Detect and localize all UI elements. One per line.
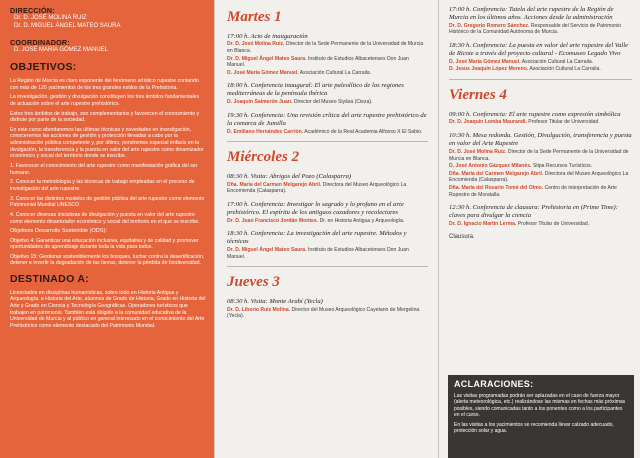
coordinador-name: D. JOSÉ MARÍA GÓMEZ MANUEL	[14, 46, 109, 53]
speaker-name: D. José María Gómez Manuel.	[449, 58, 521, 65]
aclaraciones-heading: ACLARACIONES:	[454, 379, 534, 389]
speaker-name: Dr. D. Joaquín Lomba Maurandi.	[449, 119, 527, 126]
closing-note: Clausura.	[449, 233, 475, 240]
destinado-text: Licenciados en disciplinas humanísticas, sobre todo en Historia Antigua y Arqueología, e Historia del Arte, alumnos de Grado de Historia, Grado en Historia del Arte y Grado en Ciencia y Tecnología Geográficas. Operadores turísticos que trabajen en patrimonio. También está dirigido a la comunidad educativa de la Universidad de Murcia y al público en general interesado en el conocimiento del Arte Prehistórico como elemento destacado del Patrimonio Mundial.	[10, 289, 206, 329]
speaker-affiliation: Directora del Museo Arqueológico La Encomienda (Calasparra).	[449, 170, 629, 184]
day-section	[449, 86, 632, 241]
speaker	[227, 56, 428, 69]
speaker	[449, 163, 632, 170]
event-title: 18:30 h. Conferencia: La puesta en valor del arte rupestre del Valle de Ricote a través del proyecto cultural - Ecomuseo Legado Vivo	[449, 42, 628, 57]
event-title: 10:30 h. Mesa redonda. Gestión, Divulgación, transferencia y puesta en valor del Arte Rupestre	[449, 132, 632, 147]
speaker-name: D. Emiliano Hernández Carrión.	[227, 128, 304, 135]
speaker	[227, 41, 428, 54]
speaker-name: Dña. María del Carmen Melgarejo Abril.	[449, 170, 544, 177]
direccion-heading: DIRECCIÓN:	[10, 6, 55, 15]
speaker	[227, 70, 428, 77]
speaker-name: Dr. D. Juan Francisco Jordán Montes.	[227, 217, 319, 224]
program-event	[227, 230, 428, 260]
program-event	[227, 201, 428, 224]
speaker-affiliation: Instituto de Estudios Albacetenses Don Juan Manuel.	[227, 55, 409, 69]
day-heading: Jueves 3	[227, 274, 280, 291]
program-event	[449, 204, 632, 227]
objetivos-paragraph: 2. Conocer la metodología y las técnicas de trabajo empleadas en el proceso de investigación del arte rupestre.	[10, 179, 195, 193]
objetivos-paragraph: La Región de Murcia es claro exponente del fenómeno artístico rupestre contando con más de 125 yacimientos de los tres grandes estilos de la Prehistoria.	[10, 77, 199, 91]
speaker-name: D. José Antonio Gázquez Milanés.	[449, 163, 532, 170]
objetivos-paragraph: Estos tres ámbitos de trabajo, son complementarios y favorecen el conocimiento y disfrute por parte de la sociedad.	[10, 110, 200, 124]
speaker-affiliation: Director de la Sede Permanente de la Universidad de Murcia en Blanca.	[449, 148, 629, 162]
speaker	[449, 23, 632, 36]
event-title: 18:00 h. Conferencia inaugural: El arte paleolítico de las regiones mediterráneas de la península ibérica	[227, 82, 404, 98]
speaker-name: Dr. D. Miguel Ángel Mateo Saura.	[227, 55, 307, 62]
speaker-affiliation: Centro de interpretación de Arte Rupestre de Moratalla.	[449, 184, 617, 198]
event-title: 09:00 h. Conferencia: El arte rupestre como expresión simbólica	[449, 110, 621, 118]
program-event	[449, 42, 632, 73]
event-title: 17:00 h. Acto de inauguración	[227, 32, 308, 40]
speaker-affiliation: Académico de la Real Academia Alfonso X El Sabio.	[304, 128, 423, 135]
speaker-name: Dr. D. José Molina Ruiz.	[227, 41, 285, 48]
speaker-affiliation: Profesor Titular de Universidad.	[528, 119, 600, 126]
objetivos-heading: OBJETIVOS:	[10, 61, 77, 74]
speaker-affiliation: Directora del Museo Arqueológico La Encomienda (Calasparra).	[227, 181, 407, 195]
ods-paragraph: Objetivo 15: Gestionar sosteniblemente los bosques, luchar contra la desertificación, detener e invertir la degradación de las tierras, detener la pérdida de biodiversidad.	[10, 253, 205, 267]
day-heading: Miércoles 2	[227, 149, 300, 166]
event-title: 17:00 h. Conferencia: Tutela del arte rupestre de la Región de Murcia en los últimos años. Acciones desde la administración	[449, 6, 614, 21]
objetivos-paragraph: La investigación, gestión y divulgación constituyen los tres ámbitos fundamentales de actuación sobre el arte rupestre prehistórico.	[10, 94, 200, 107]
speaker	[227, 218, 428, 225]
program-event	[227, 33, 428, 77]
speaker	[227, 307, 428, 320]
ods-list	[10, 238, 206, 268]
aclaraciones-text: Las visitas programadas podrán ser aplazadas en el caso de fuerza mayor (alerta meteorológica, etc.) realizándose las mismas en fechas más próximas posibles, siendo comunicadas tanto a los ponentes como a los participantes en el curso.	[454, 392, 626, 419]
aclaraciones-box	[448, 375, 634, 458]
left-panel	[0, 0, 214, 458]
speaker	[449, 221, 632, 228]
program-event	[227, 173, 428, 195]
speaker	[227, 247, 428, 260]
speaker-affiliation: Asociación Cultural La Carraila.	[521, 58, 594, 65]
program-event	[449, 6, 632, 36]
speaker	[449, 185, 632, 198]
day-heading: Martes 1	[227, 9, 282, 25]
speaker-name: Dr. D. Ignacio Martín Lerma.	[449, 220, 517, 227]
speaker-name: Dr. D. Miguel Ángel Mateo Saura.	[227, 247, 307, 254]
speaker-affiliation: Instituto de Estudios Albacetenses Don Juan Manuel.	[227, 247, 409, 260]
direccion-name: Dr. D. JOSÉ MOLINA RUIZ	[14, 15, 87, 22]
speaker	[227, 129, 428, 136]
objetivos-paragraph: 1. Favorecer el conocimiento del arte rupestre como manifestación gráfica del ser humano.	[10, 163, 198, 176]
right-top-events	[449, 6, 632, 73]
event-title: 18:30 h. Conferencia: La investigación del arte rupestre. Métodos y técnicas	[227, 230, 407, 246]
ods-heading: Objetivos Desarrollo Sostenible (ODS):	[10, 228, 107, 235]
program-event	[227, 112, 428, 135]
objetivos-paragraph: En este curso abordaremos las últimas técnicas y novedades en investigación, conoceremos las acciones de gestión y protección llevadas a cabo por la administración pública competente y, por último, pondremos especial énfasis en la divulgación, la transferencia y la puesta en valor del arte rupestre como dinamizador económico y social del territorio donde se inscribe.	[10, 126, 204, 160]
speaker-name: Dr. D. José Molina Ruiz.	[449, 148, 507, 155]
event-title: 08:30 h. Visita: Monte Arabí (Yecla)	[227, 297, 323, 305]
speaker	[449, 171, 632, 184]
speaker-name: Dña. María del Carmen Melgarejo Abril.	[227, 181, 322, 188]
speaker-affiliation: Director del Museo Arqueológico Cayetano de Mergelina (Yecla).	[227, 306, 420, 320]
program-event	[227, 298, 428, 320]
day-heading: Viernes 4	[449, 87, 507, 104]
destinado-heading: DESTINADO A:	[10, 273, 90, 286]
objetivos-list	[10, 78, 206, 225]
speaker	[449, 66, 632, 73]
speaker	[449, 149, 632, 162]
coordinador-heading: COORDINADOR:	[10, 37, 70, 47]
program-event	[449, 132, 632, 198]
program-middle-panel	[214, 0, 438, 458]
speaker-name: D. Joaquín Salmerón Juan.	[227, 99, 293, 106]
speaker-affiliation: Stipa Recursos Turísticos.	[532, 163, 593, 170]
speaker-affiliation: Dr. en Historia Antigua y Arqueología.	[319, 217, 405, 224]
divider	[227, 141, 428, 142]
speaker-affiliation: Director de la Sede Permanente de la Universidad de Murcia en Blanca.	[227, 41, 424, 55]
program-event	[227, 82, 428, 105]
speaker-affiliation: Asociación Cultural La Carraila.	[299, 69, 372, 76]
event-title: 19:30 h. Conferencia: Una revisión crítica del arte rupestre prehistórico de la comarca de Jumilla	[227, 111, 427, 127]
speaker-name: Dr. D. Gregorio Romero Sánchez.	[449, 22, 530, 29]
aclaraciones-text: En las visitas a los yacimientos se recomienda llevar calzado adecuado, protección solar y agua.	[454, 421, 614, 435]
speaker-affiliation: Asociación Cultural La Carraila.	[529, 66, 601, 73]
divider	[227, 266, 428, 267]
speaker-name: Dr. D. Liborio Ruiz Molina.	[227, 306, 291, 313]
speaker-name: Dña. María del Rosario Tomé del Olmo.	[449, 184, 544, 191]
objetivos-paragraph: 4. Conocer diversas iniciativas de divulgación y puesta en valor del arte rupestre como elemento dinamizador económico y social del territorio en el que se inscribe.	[10, 212, 200, 225]
speaker-name: D. José María Gómez Manuel.	[227, 69, 299, 76]
speaker	[449, 119, 632, 126]
speaker-affiliation: Profesor Titular de Universidad.	[517, 220, 590, 227]
ods-paragraph: Objetivo 4: Garantizar una educación inclusiva, equitativa y de calidad y promover oportunidades de aprendizaje durante toda la vida para todos.	[10, 237, 199, 251]
program-event	[449, 111, 632, 127]
speaker-affiliation: Responsable del Servicio de Patrimonio Histórico de la Comunidad Autónoma de Murcia.	[449, 22, 622, 36]
speaker-affiliation: Director del Museo Siyâsa (Cieza).	[293, 99, 373, 106]
direccion-name: Dr. D. MIGUEL ÁNGEL MATEO SAURA	[14, 22, 121, 29]
speaker-name: D. Jesús Joaquín López Moreno.	[449, 66, 529, 73]
objetivos-paragraph: 3. Conocer las distintos modelos de gestión pública del arte rupestre como elemento Patrimonial Mundial UNESCO.	[10, 195, 205, 209]
speaker	[227, 99, 428, 106]
divider	[449, 79, 632, 80]
event-title: 08:30 h. Visita: Abrigos del Pozo (Calasparra)	[227, 172, 352, 180]
event-title: 12:30 h. Conferencia de clausura: Prehistoria en (Prime Time): claves para divulgar la ciencia	[449, 204, 618, 220]
speaker	[227, 182, 428, 195]
event-title: 17:00 h. Conferencia: Investigar lo sagrado y lo profano en el arte prehistórico. El espíritu de los antiguos cazadores y recolectores	[227, 200, 404, 216]
speaker	[449, 59, 632, 66]
